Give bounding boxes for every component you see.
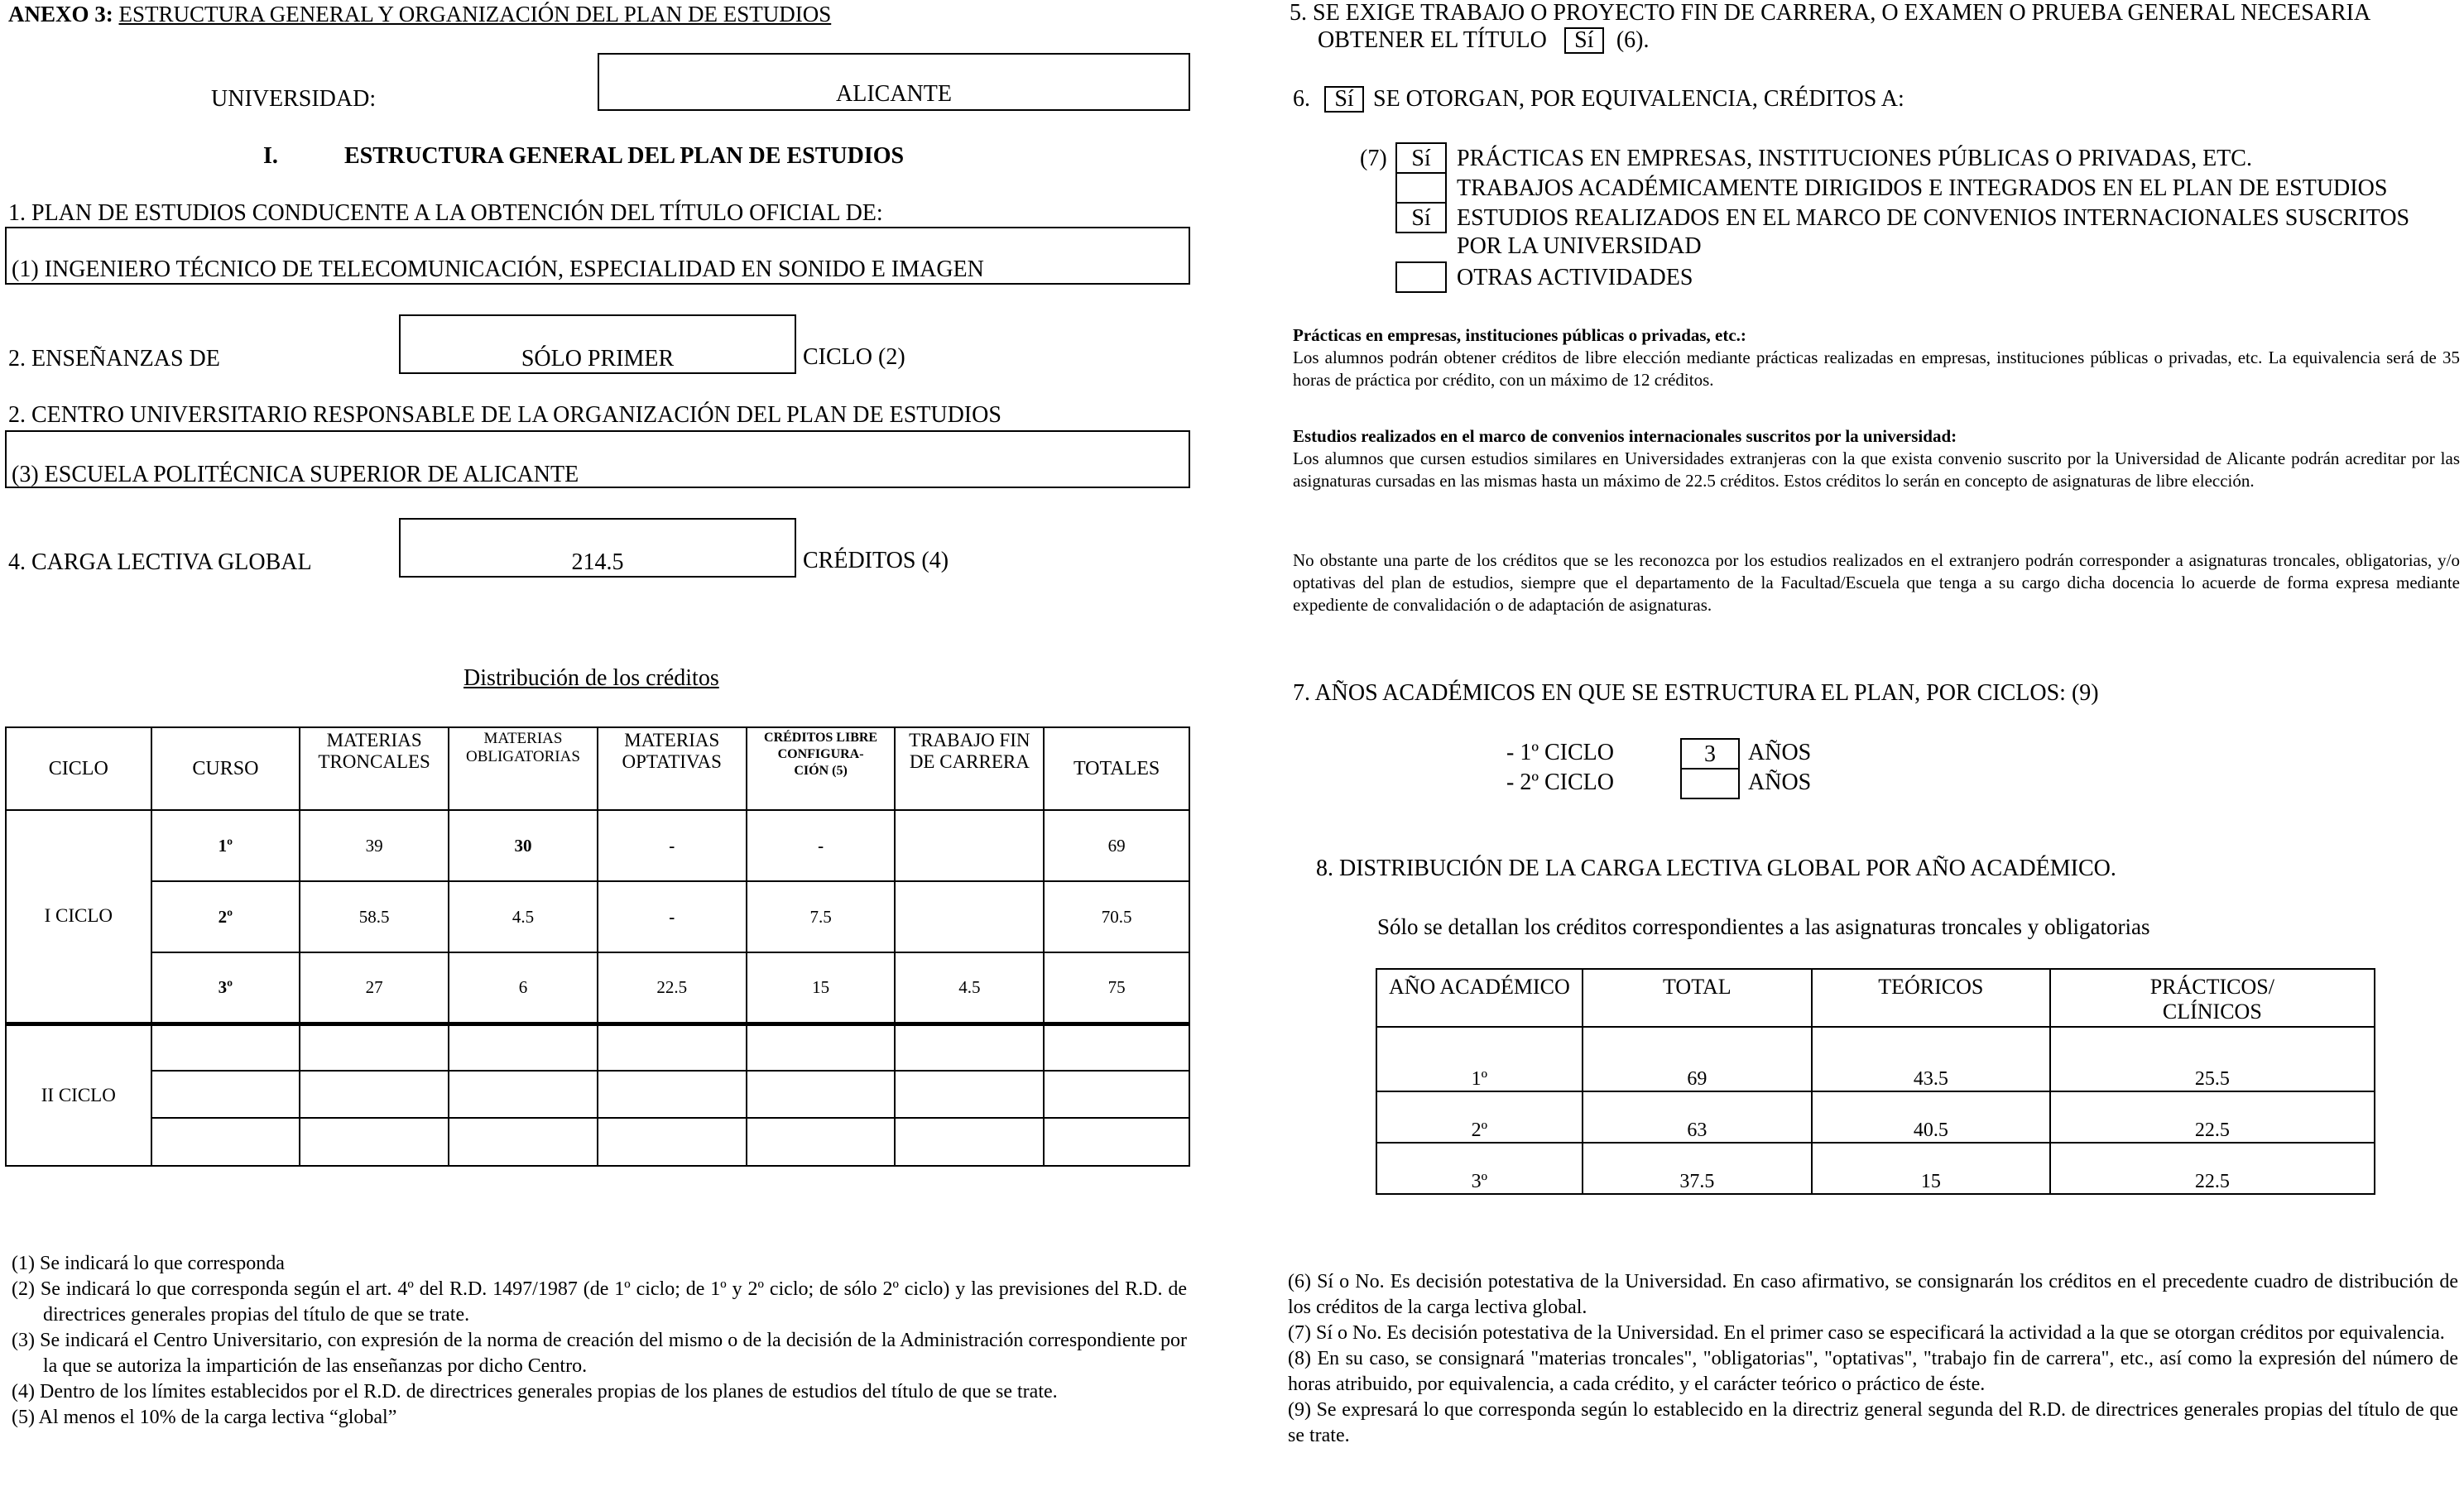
table-cell: - xyxy=(747,810,896,881)
table-cell xyxy=(151,1118,300,1166)
table-row xyxy=(1376,1027,2375,1091)
table-cell: 2º xyxy=(151,881,300,952)
footnote-8: (8) En su caso, se consignará "materias troncales", "obligatorias", "optativas", "trabajo fin de carrera", etc., así como la expresión del número de horas atribuido, por equivalencia, a cada crédito, y el carácter teórico o práctico de éste. xyxy=(1288,1348,2458,1395)
table-cell xyxy=(598,1071,747,1118)
cycle1-years-value: 3 xyxy=(1704,741,1716,767)
table-row xyxy=(6,1118,1189,1166)
table-cell xyxy=(300,1071,449,1118)
table-row xyxy=(6,952,1189,1024)
equivalence-marker: (7) xyxy=(1360,146,1387,171)
table-cell: 37.5 xyxy=(1583,1143,1812,1194)
equivalence-item-4: OTRAS ACTIVIDADES xyxy=(1457,265,1693,290)
header-libre-configuracion: CRÉDITOS LIBRE CONFIGURA-CIÓN (5) xyxy=(747,727,896,810)
table-row xyxy=(6,810,1189,881)
academic-header-row xyxy=(1376,969,2375,1027)
table-row xyxy=(1376,1091,2375,1143)
degree-value: (1) INGENIERO TÉCNICO DE TELECOMUNICACIÓN, ESPECIALIDAD EN SONIDO E IMAGEN xyxy=(12,257,984,282)
annex-title: ESTRUCTURA GENERAL Y ORGANIZACIÓN DEL PLAN DE ESTUDIOS xyxy=(118,2,832,26)
table-cell xyxy=(300,1024,449,1071)
table-cell xyxy=(895,1071,1044,1118)
item3-label: 2. CENTRO UNIVERSITARIO RESPONSABLE DE LA ORGANIZACIÓN DEL PLAN DE ESTUDIOS xyxy=(8,402,1001,428)
table-cell: 30 xyxy=(449,810,598,881)
item6-checkbox: Sí xyxy=(1324,86,1364,113)
table-cell xyxy=(1044,1118,1189,1166)
footnote-2: (2) Se indicará lo que corresponda según el art. 4º del R.D. 1497/1987 (de 1º ciclo; de 1º y 2º ciclo; de sólo 2º ciclo) y las previsiones del R.D. de directrices generales propias del título de que se trate. xyxy=(12,1278,1187,1326)
table-row xyxy=(6,1071,1189,1118)
table-cell xyxy=(449,1024,598,1071)
table-cell: 6 xyxy=(449,952,598,1024)
table-cell: 3º xyxy=(1376,1143,1583,1194)
footnote-5: (5) Al menos el 10% de la carga lectiva “global” xyxy=(12,1407,397,1428)
table-cell: 2º xyxy=(1376,1091,1583,1143)
item8-subtitle: Sólo se detallan los créditos correspondientes a las asignaturas troncales y obligatorias xyxy=(1377,914,2150,939)
table-cell xyxy=(895,810,1044,881)
cycle2-label: II CICLO xyxy=(6,1024,151,1166)
table-cell: 58.5 xyxy=(300,881,449,952)
table-cell: 1º xyxy=(1376,1027,1583,1091)
footnote-7: (7) Sí o No. Es decisión potestativa de la Universidad. En el primer caso se especificará la actividad a la que se otorgan créditos por equivalencia. xyxy=(1288,1322,2445,1344)
table-cell: 43.5 xyxy=(1812,1027,2050,1091)
header-total: TOTAL xyxy=(1583,969,1812,1027)
item5-line2-row xyxy=(1318,27,1650,54)
table-cell: 15 xyxy=(1812,1143,2050,1194)
item4-label: 4. CARGA LECTIVA GLOBAL xyxy=(8,549,312,575)
table-cell xyxy=(598,1118,747,1166)
table-cell: 69 xyxy=(1044,810,1189,881)
center-value: (3) ESCUELA POLITÉCNICA SUPERIOR DE ALICANTE xyxy=(12,462,579,487)
header-trabajo-fin: TRABAJO FIN DE CARRERA xyxy=(895,727,1044,810)
university-label: UNIVERSIDAD: xyxy=(211,86,377,112)
estudios-heading: Estudios realizados en el marco de convenios internacionales suscritos por la universidad: xyxy=(1293,426,1957,446)
section-i-number: I. xyxy=(263,143,278,169)
teaching-field xyxy=(399,314,796,374)
item6-text: SE OTORGAN, POR EQUIVALENCIA, CRÉDITOS A: xyxy=(1373,86,1904,112)
section-i-title: ESTRUCTURA GENERAL DEL PLAN DE ESTUDIOS xyxy=(344,143,905,169)
table-cell xyxy=(300,1118,449,1166)
item5-suffix: (6). xyxy=(1616,27,1650,53)
table-cell: - xyxy=(598,810,747,881)
equivalence-item-1: PRÁCTICAS EN EMPRESAS, INSTITUCIONES PÚBLICAS O PRIVADAS, ETC. xyxy=(1457,146,2252,171)
header-obligatorias: MATERIAS OBLIGATORIAS xyxy=(449,727,598,810)
left-footnotes xyxy=(12,1251,1187,1431)
equivalence-check-2 xyxy=(1395,172,1447,204)
item5-line2: OBTENER EL TÍTULO xyxy=(1318,27,1547,53)
cycle1-years-unit: AÑOS xyxy=(1748,740,1812,765)
table-cell xyxy=(151,1071,300,1118)
item8-title: 8. DISTRIBUCIÓN DE LA CARGA LECTIVA GLOBAL POR AÑO ACADÉMICO. xyxy=(1316,856,2116,881)
table-cell: 39 xyxy=(300,810,449,881)
table-cell: 3º xyxy=(151,952,300,1024)
header-teoricos: TEÓRICOS xyxy=(1812,969,2050,1027)
equivalence-check-3 xyxy=(1395,202,1447,233)
table-row xyxy=(1376,1143,2375,1194)
table-cell: 1º xyxy=(151,810,300,881)
table-cell: 4.5 xyxy=(449,881,598,952)
table-cell: 25.5 xyxy=(2050,1027,2375,1091)
estudios-body: Los alumnos que cursen estudios similares en Universidades extranjeras con la que exista convenio suscrito por la Universidad de Alicante podrán acreditar por las asignaturas cursadas en las mismas hasta un máximo de 22.5 créditos. Estos créditos lo serán en concepto de asignaturas de libre elección. xyxy=(1293,448,2460,491)
university-value: ALICANTE xyxy=(836,81,952,107)
credits-header-row xyxy=(6,727,1189,810)
table-cell xyxy=(895,1118,1044,1166)
table-cell: 22.5 xyxy=(598,952,747,1024)
footnote-1: (1) Se indicará lo que corresponda xyxy=(12,1253,285,1274)
header-totales: TOTALES xyxy=(1044,727,1189,810)
practicas-heading: Prácticas en empresas, instituciones públicas o privadas, etc.: xyxy=(1293,325,1746,345)
table-cell xyxy=(449,1071,598,1118)
table-cell xyxy=(895,881,1044,952)
table-cell xyxy=(1044,1024,1189,1071)
item4-suffix: CRÉDITOS (4) xyxy=(803,548,949,573)
university-field xyxy=(598,53,1190,111)
item5-checkbox: Sí xyxy=(1564,27,1604,54)
academic-year-table xyxy=(1376,968,2375,1195)
table-row xyxy=(6,881,1189,952)
header-ciclo: CICLO xyxy=(6,727,151,810)
equivalence-check-1-value: Sí xyxy=(1411,146,1431,171)
table-cell xyxy=(747,1024,896,1071)
table-cell xyxy=(1044,1071,1189,1118)
cycle1-years-label: - 1º CICLO xyxy=(1506,740,1615,765)
table-cell xyxy=(151,1024,300,1071)
cycle2-years-field xyxy=(1680,768,1740,799)
cycle1-years-field xyxy=(1680,738,1740,770)
table-cell: 69 xyxy=(1583,1027,1812,1091)
equivalence-item-3-cont: POR LA UNIVERSIDAD xyxy=(1457,233,1702,259)
item7-title: 7. AÑOS ACADÉMICOS EN QUE SE ESTRUCTURA EL PLAN, POR CICLOS: (9) xyxy=(1293,680,2099,706)
footnote-9: (9) Se expresará lo que corresponda según lo establecido en la directriz general segunda del R.D. de directrices generales propias del título de que se trate. xyxy=(1288,1399,2458,1446)
equivalence-item-2: TRABAJOS ACADÉMICAMENTE DIRIGIDOS E INTEGRADOS EN EL PLAN DE ESTUDIOS xyxy=(1457,175,2388,201)
table-cell: 40.5 xyxy=(1812,1091,2050,1143)
global-load-field xyxy=(399,518,796,578)
item2-label: 2. ENSEÑANZAS DE xyxy=(8,346,220,372)
center-field xyxy=(5,430,1190,488)
global-load-value: 214.5 xyxy=(571,549,624,575)
header-troncales: MATERIAS TRONCALES xyxy=(300,727,449,810)
degree-field xyxy=(5,227,1190,285)
table-cell: 22.5 xyxy=(2050,1143,2375,1194)
item6-number: 6. xyxy=(1293,86,1310,112)
table-cell xyxy=(895,1024,1044,1071)
table-cell xyxy=(598,1024,747,1071)
header-ano-academico: AÑO ACADÉMICO xyxy=(1376,969,1583,1027)
cycle1-label: I CICLO xyxy=(6,810,151,1024)
credits-table xyxy=(5,726,1190,1167)
equivalence-check-1 xyxy=(1395,142,1447,174)
right-footnotes xyxy=(1288,1269,2458,1449)
table-cell: 63 xyxy=(1583,1091,1812,1143)
header-optativas: MATERIAS OPTATIVAS xyxy=(598,727,747,810)
item1-label: 1. PLAN DE ESTUDIOS CONDUCENTE A LA OBTENCIÓN DEL TÍTULO OFICIAL DE: xyxy=(8,200,883,226)
table-cell: 22.5 xyxy=(2050,1091,2375,1143)
header-practicos: PRÁCTICOS/ CLÍNICOS xyxy=(2050,969,2375,1027)
table-cell: 70.5 xyxy=(1044,881,1189,952)
cycle2-years-unit: AÑOS xyxy=(1748,770,1812,795)
table-cell: 7.5 xyxy=(747,881,896,952)
teaching-value: SÓLO PRIMER xyxy=(521,346,675,372)
item5-line1: 5. SE EXIGE TRABAJO O PROYECTO FIN DE CARRERA, O EXAMEN O PRUEBA GENERAL NECESARIA xyxy=(1290,0,2371,26)
footnote-6: (6) Sí o No. Es decisión potestativa de la Universidad. En caso afirmativo, se consignarán los créditos en el precedente cuadro de distribución de los créditos de la carga lectiva global. xyxy=(1288,1271,2458,1318)
annex-prefix: ANEXO 3: xyxy=(8,2,113,26)
practicas-body: Los alumnos podrán obtener créditos de libre elección mediante prácticas realizadas en empresas, instituciones públicas o privadas, etc. La equivalencia será de 35 horas de práctica por crédito, con un máximo de 12 créditos. xyxy=(1293,348,2460,390)
table-cell: 4.5 xyxy=(895,952,1044,1024)
item6-row xyxy=(1293,86,1904,113)
estudios-body-2: No obstante una parte de los créditos que se les reconozca por los estudios realizados en el extranjero podrán corresponder a asignaturas troncales, obligatorias, y/o optativas del plan de estudios, siempre que el departamento de la Facultad/Escuela que tenga a su cargo dicha docencia lo acuerde de forma expresa mediante expediente de convalidación o de adaptación de asignaturas. xyxy=(1293,550,2460,615)
footnote-4: (4) Dentro de los límites establecidos por el R.D. de directrices generales propias de los planes de estudios del título de que se trate. xyxy=(12,1381,1058,1402)
annex-heading xyxy=(8,2,831,27)
table-cell: - xyxy=(598,881,747,952)
equivalence-check-4 xyxy=(1395,261,1447,293)
cycle2-years-label: - 2º CICLO xyxy=(1506,770,1615,795)
footnote-3: (3) Se indicará el Centro Universitario, con expresión de la norma de creación del mismo o de la decisión de la Administración correspondiente por la que se autoriza la impartición de las enseñanzas por dicho Centro. xyxy=(12,1330,1187,1377)
table-cell xyxy=(747,1071,896,1118)
table-cell: 27 xyxy=(300,952,449,1024)
table-cell xyxy=(449,1118,598,1166)
item2-suffix: CICLO (2) xyxy=(803,344,905,370)
table-cell: 15 xyxy=(747,952,896,1024)
table-row xyxy=(6,1024,1189,1071)
equivalence-item-3: ESTUDIOS REALIZADOS EN EL MARCO DE CONVENIOS INTERNACIONALES SUSCRITOS xyxy=(1457,205,2410,231)
table-cell xyxy=(747,1118,896,1166)
table-cell: 75 xyxy=(1044,952,1189,1024)
equivalence-check-3-value: Sí xyxy=(1411,205,1431,231)
credits-table-title: Distribución de los créditos xyxy=(464,665,719,691)
header-curso: CURSO xyxy=(151,727,300,810)
